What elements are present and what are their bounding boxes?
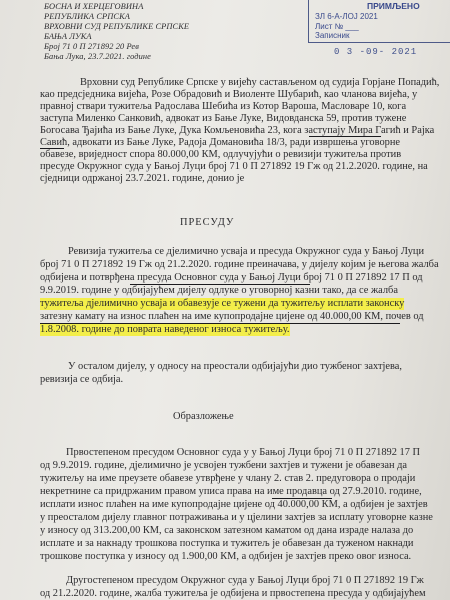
rest-line: ревизија се одбија. xyxy=(40,374,124,385)
rest-line: У осталом дијелу, у односу на преостали одбијајући дио тужбеног захтјева, xyxy=(68,361,402,372)
reasons-line: исплати износ плаћен на име купопродајне цијене од 40.000,00 КМ, а одбијен је захтјев xyxy=(40,499,428,510)
received-date-stamp: 0 3 -09- 2021 xyxy=(334,47,418,57)
pen-underline xyxy=(130,284,310,285)
reasons-line: трошкове поступка у износу од 1.900,00 КМ, а одбијен је захтјев преко овог износа. xyxy=(40,551,412,562)
reasons-line: Првостепеном пресудом Основног суда у у Бањој Луци број 71 0 П 271892 17 П xyxy=(66,447,421,458)
pen-underline xyxy=(272,498,332,499)
intro-line: као предсједника вијећа, Розе Обрадовић и Виоленте Шубарић, као чланова вијећа, у xyxy=(40,89,418,100)
header-date: Бања Лука, 23.7.2021. године xyxy=(44,52,151,61)
header-line: РЕПУБЛИКА СРПСКА xyxy=(44,12,130,21)
reasons-line: у износу од 313.200,00 КМ, са законском затезном каматом од дана израде налаза до xyxy=(40,525,414,536)
decision-body xyxy=(40,77,445,600)
verdict-line-highlighted: 1.8.2008. године до поврата наведеног износа тужитељу. xyxy=(40,324,290,335)
verdict-title: ПРЕСУДУ xyxy=(180,217,235,228)
pen-underline xyxy=(40,148,64,149)
verdict-line-highlighted: тужитеља дјелимично усваја и обавезује се тужени да тужитељу исплати законску xyxy=(40,298,405,309)
reasons-line: од 9.9.2019. године, дјелимично је усвојен тужбени захтјев и тужени је обавезан да xyxy=(40,460,408,471)
intro-line: Богосава Ђајића из Бање Луке, Дука Комљеновића 23, кога заступају Мира Гагић и Рајка xyxy=(40,125,435,136)
verdict-line: број 71 0 П 271892 19 Гж од 21.2.2020. године преиначава, у дијелу којим је његова жалба xyxy=(40,259,439,270)
stamp-row: Записник xyxy=(315,31,350,40)
received-stamp xyxy=(308,0,450,43)
reasons-line: од 21.2.2020. године, жалба тужитеља је одбијена и првостепена пресуда у одбијајућем xyxy=(40,588,426,599)
reasons-line: исплате и за накнаду трошкова поступка и тужитељ је обавезан да туженом накнади xyxy=(40,538,414,549)
pen-underline xyxy=(309,136,381,137)
intro-line: сједници одржаној 23.7.2021. године, донио је xyxy=(40,173,245,184)
intro-line: заступа Миленко Санковић, адвокат из Бање Луке, Видовданска 59, против тужене xyxy=(40,113,407,124)
verdict-line: Ревизија тужитеља се дјелимично усваја и пресуда Окружног суда у Бањој Луци xyxy=(68,246,425,257)
header-line: БОСНА И ХЕРЦЕГОВИНА xyxy=(44,2,144,11)
pen-underline xyxy=(40,323,400,324)
header-line: ВРХОВНИ СУД РЕПУБЛИКЕ СРПСКЕ xyxy=(44,22,190,31)
reasons-line: тужитељу на име преузете обавезе утврђене у члану 2. став 2. предуговора о продаји xyxy=(40,473,416,484)
stamp-row: Лист № ___ xyxy=(315,22,359,31)
intro-line: Савић, адвокати из Бање Луке, Радоја Домановића 18/3, ради извршења уговорне xyxy=(40,137,401,148)
stamp-row: ЗЛ 6-А-ЛОЈ 2021 xyxy=(315,12,378,21)
verdict-line: 9.9.2019. године у одбијајућем дијелу одлуке о уговорној казни тако, да се жалба xyxy=(40,285,398,296)
reasons-title: Образложење xyxy=(173,411,234,422)
reasons-line: у преосталом дијелу главног потраживања и у цјелини захтјев за исплату уговорне казне xyxy=(40,512,433,523)
header-line: БАЊА ЛУКА xyxy=(44,32,92,41)
case-number: Број 71 0 П 271892 20 Рев xyxy=(44,42,139,51)
intro-line: Врховни суд Републике Српске у вијећу састављеном од судија Горјане Попадић, xyxy=(80,77,440,88)
verdict-line: одбијена и потврђена пресуда Основног суда у Бањој Луци број 71 0 П 271892 17 П од xyxy=(40,272,423,283)
intro-line: пресуде Окружног суда у Бањој Луци број 71 0 П 271892 19 Гж од 21.2.2020. године, на xyxy=(40,161,428,172)
verdict-line: затезну камату на износ плаћен на име купопродајне цијене од 40.000,00 КМ, почев од xyxy=(40,311,424,322)
reasons-line: некретнине са придржаним правом уписа права на име продавца од 27.9.2010. године, xyxy=(40,486,422,497)
stamp-title: ПРИМЉЕНО xyxy=(367,1,420,11)
intro-line: правној ствари тужитеља Радослава Шебића из Котор Вароша, Масловаре 10, кога xyxy=(40,101,407,112)
intro-line: обавезе, вриједност спора 80.000,00 КМ, одлучујући о ревизији тужитеља против xyxy=(40,149,402,160)
reasons-line: Другостепеном пресудом Окружног суда у Бањој Луци број 71 0 П 271892 19 Гж xyxy=(66,575,424,586)
